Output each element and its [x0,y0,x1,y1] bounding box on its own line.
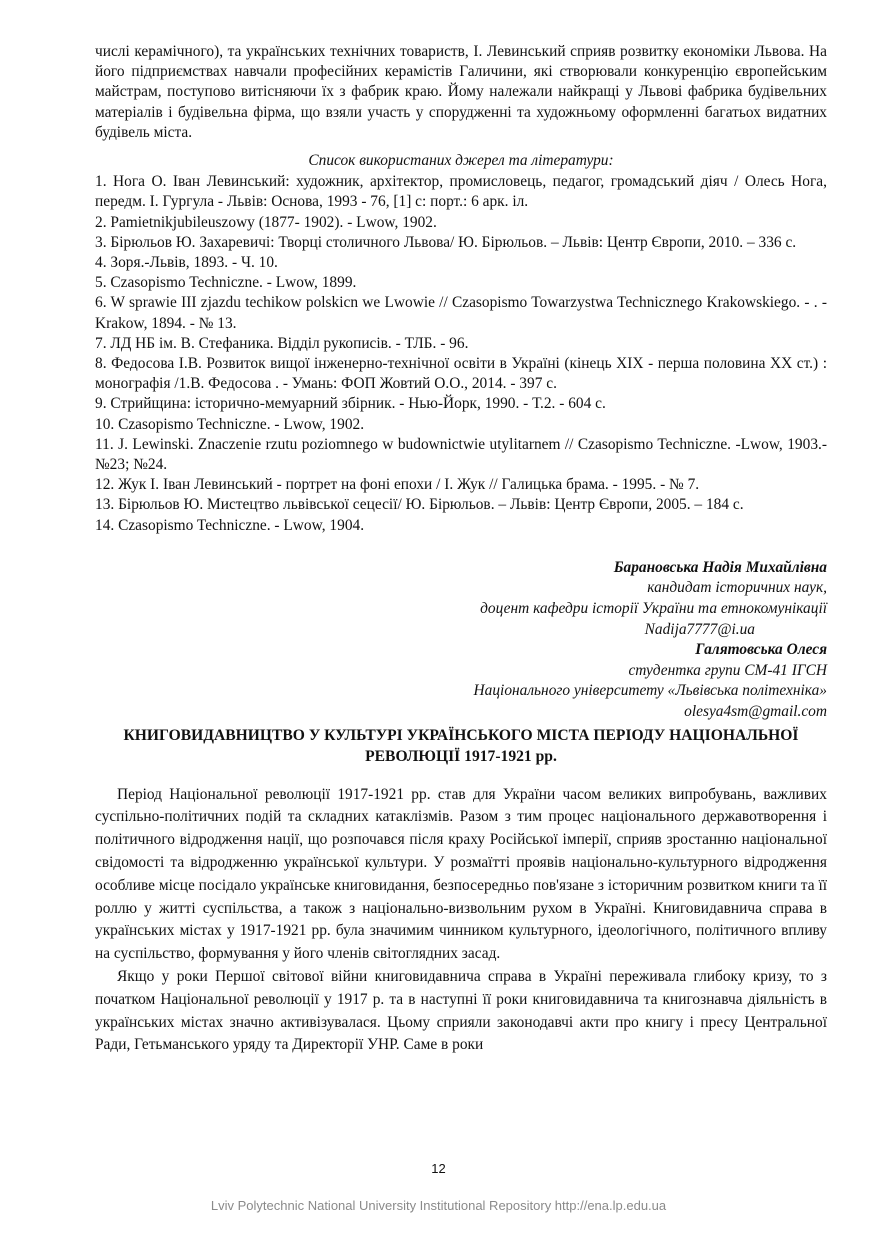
page-number: 12 [431,1161,446,1176]
reference-item: 1. Нога О. Іван Левинський: художник, архітектор, промисловець, педагог, громадський діяч / Олесь Нога, передм. І. Гургула - Львів: Основа, 1993 - 76, [1] с: порт.: 6 арк. іл. [95,173,827,211]
author-2-group: студентка групи СМ-41 ІГСН [628,661,827,679]
reference-item: 8. Федосова І.В. Розвиток вищої інженерно-технічної освіти в Україні (кінець XIX - перша половина XX ст.) : монографія /1.В. Федосова . - Умань: ФОП Жовтий О.О., 2014. - 397 с. [95,355,827,393]
body-paragraph-1: Період Національної революції 1917-1921 рр. став для України часом великих випробувань, важливих суспільно-політичних подій та складних катаклізмів. Разом з тим процес національного державотворення і політичного відродження нації, що розпочався після краху Російської імперії, сприяв зростанню національної свідомості та відродженню української культури. У розмаїтті проявів національно-культурного відродження особливе місце посідало українське книговидання, безпосередньо пов'язане з історичним розвитком книги та її роллю у житті суспільства, а також з національно-визвольним рухом в Україні. Книговидавнича справа в українських містах у 1917-1921 рр. була значимим чинником культурного, ідеологічного, політичного впливу на суспільство, формування у його членів світоглядних засад. [95,785,827,963]
article-body [95,784,827,1058]
reference-item: 4. Зоря.-Львів, 1893. - Ч. 10. [95,254,278,272]
body-paragraph-2: Якщо у роки Першої світової війни книговидавнича справа в Україні переживала глибоку кризу, то з початком Національної революції у 1917 р. та в наступні її роки книговидавнича та книгознавча діяльність в українських містах значно активізувалася. Цьому сприяли законодавчі акти про книгу і пресу Центральної Ради, Гетьманського уряду та Директорії УНР. Саме в роки [95,968,827,1054]
author-1-email: Nadija7777@i.ua [644,620,755,638]
repository-footer: Lviv Polytechnic National University Institutional Repository http://ena.lp.edu.ua [210,1198,667,1213]
reference-item: 2. Pamietnikjubileuszowy (1877- 1902). - Lwow, 1902. [95,213,437,231]
author-1-position: доцент кафедри історії України та етнокомунікації [480,600,827,618]
author-block [95,558,827,723]
author-2-name: Галятовська Олеся [695,641,827,659]
reference-item: 13. Бірюльов Ю. Мистецтво львівської сецесії/ Ю. Бірюльов. – Львів: Центр Європи, 2005. – 184 с. [95,496,744,514]
reference-item: 6. W sprawie III zjazdu techikow polskicn we Lwowie // Czasopismo Towarzystwa Technicznego Krakowskiego. - . - Krakow, 1894. - № 13. [95,294,827,332]
reference-item: 14. Czasopismo Techniczne. - Lwow, 1904. [95,516,365,534]
author-1-name: Барановська Надія Михайлівна [613,558,827,576]
reference-item: 12. Жук І. Іван Левинський - портрет на фоні епохи / І. Жук // Галицька брама. - 1995. - № 7. [95,476,700,494]
reference-item: 3. Бірюльов Ю. Захаревичі: Творці столичного Львова/ Ю. Бірюльов. – Львів: Центр Європи, 2010. – 336 с. [95,233,797,251]
reference-item: 11. J. Lewinski. Znaczenie rzutu poziomnego w budownictwie utylitarnem // Czasopismo Techniczne. -Lwow, 1903.-№23; №24. [95,435,827,474]
reference-item: 10. Czasopismo Techniczne. - Lwow, 1902. [95,415,365,433]
intro-paragraph: числі керамічного), та українських технічних товариств, І. Левинський сприяв розвитку економіки Львова. На його підприємствах навчали професійних керамістів Галичини, які створювали конкуренцію європейським майстрам, поступово витісняючи їх з фабрик краю. Йому належали найкращі у Львові фабрика будівельних матеріалів і будівельна фірма, що взяли участь у спорудженні та художньому оформленні багатьох видатних будівель міста. [95,43,827,141]
author-1-degree: кандидат історичних наук, [647,579,827,597]
author-2-university: Національного університету «Львівська політехніка» [473,682,827,700]
page-content [95,42,827,1057]
references-list [95,172,827,536]
author-2-email: olesya4sm@gmail.com [684,703,827,721]
reference-item: 5. Czasopismo Techniczne. - Lwow, 1899. [95,274,357,292]
reference-item: 7. ЛД НБ ім. В. Стефаника. Відділ рукописів. - ТЛБ. - 96. [95,334,469,352]
reference-item: 9. Стрийщина: історично-мемуарний збірник. - Нью-Йорк, 1990. - Т.2. - 604 с. [95,395,606,413]
references-title: Список використаних джерел та літератури: [308,152,614,170]
article-heading: КНИГОВИДАВНИЦТВО У КУЛЬТУРІ УКРАЇНСЬКОГО МІСТА ПЕРІОДУ НАЦІОНАЛЬНОЇ РЕВОЛЮЦІЇ 1917-1921 рр. [123,726,799,765]
